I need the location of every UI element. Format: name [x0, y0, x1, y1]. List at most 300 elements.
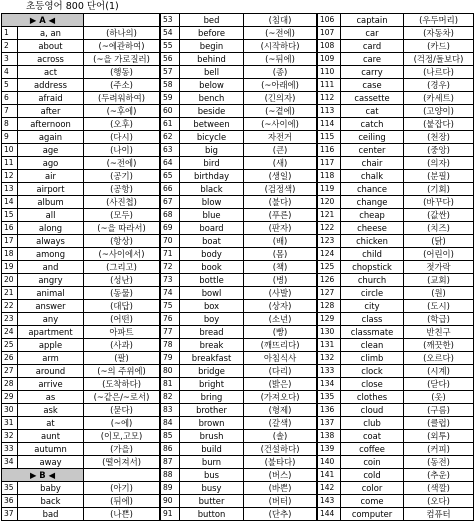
table-row [318, 456, 474, 469]
table-row [161, 495, 317, 508]
table-row [318, 118, 474, 131]
table-row [161, 66, 317, 79]
english-word: care [341, 53, 404, 66]
english-word: class [341, 313, 404, 326]
korean-meaning: 반친구 [404, 326, 474, 339]
row-number: 109 [318, 53, 341, 66]
table-row [2, 105, 160, 118]
korean-meaning: (사진첩) [84, 196, 160, 209]
row-number: 9 [2, 131, 18, 144]
english-word: black [180, 183, 244, 196]
table-row [161, 339, 317, 352]
english-word: animal [18, 287, 84, 300]
table-row [2, 365, 160, 378]
english-word: bench [180, 92, 244, 105]
table-row [318, 66, 474, 79]
korean-meaning: (사과) [84, 339, 160, 352]
row-number: 11 [2, 157, 18, 170]
english-word: board [180, 222, 244, 235]
row-number: 127 [318, 287, 341, 300]
korean-meaning: (중앙) [404, 144, 474, 157]
korean-meaning: (주소) [84, 79, 160, 92]
table-row [2, 170, 160, 183]
table-row [318, 339, 474, 352]
row-number: 139 [318, 443, 341, 456]
row-number: 74 [161, 287, 180, 300]
english-word: begin [180, 40, 244, 53]
table-row [318, 443, 474, 456]
table-row [318, 404, 474, 417]
korean-meaning: (~전에) [84, 157, 160, 170]
table-row [318, 287, 474, 300]
table-row [161, 222, 317, 235]
korean-meaning: (버스) [244, 469, 317, 482]
english-word: all [18, 209, 84, 222]
english-word: afraid [18, 92, 84, 105]
korean-meaning: (시작하다) [244, 40, 317, 53]
row-number: 69 [161, 222, 180, 235]
english-word: around [18, 365, 84, 378]
table-row [161, 352, 317, 365]
english-word: burn [180, 456, 244, 469]
row-number: 22 [2, 300, 18, 313]
table-row [318, 131, 474, 144]
table-row [161, 92, 317, 105]
english-word: blow [180, 196, 244, 209]
korean-meaning: (도착하다) [84, 378, 160, 391]
table-row [318, 235, 474, 248]
row-number: 83 [161, 404, 180, 417]
english-word: close [341, 378, 404, 391]
section-blank-cell [84, 469, 160, 482]
english-word: album [18, 196, 84, 209]
table-row [161, 313, 317, 326]
table-row [318, 79, 474, 92]
english-word: about [18, 40, 84, 53]
row-number: 90 [161, 495, 180, 508]
korean-meaning: (우두머리) [404, 14, 474, 27]
korean-meaning: (~의 주위에) [84, 365, 160, 378]
korean-meaning: (커피) [404, 443, 474, 456]
row-number: 27 [2, 365, 18, 378]
table-row [2, 456, 160, 469]
english-word: center [341, 144, 404, 157]
english-word: brown [180, 417, 244, 430]
korean-meaning: (나이) [84, 144, 160, 157]
table-row [318, 157, 474, 170]
table-row [2, 27, 160, 40]
row-number: 31 [2, 417, 18, 430]
table-row [161, 157, 317, 170]
table-row [161, 456, 317, 469]
korean-meaning: 젓가락 [404, 261, 474, 274]
english-word: chalk [341, 170, 404, 183]
table-row [318, 27, 474, 40]
english-word: back [18, 495, 84, 508]
korean-meaning: (추운) [404, 469, 474, 482]
korean-meaning: (모두) [84, 209, 160, 222]
table-row [2, 183, 160, 196]
row-number: 110 [318, 66, 341, 79]
korean-meaning: (닭) [404, 235, 474, 248]
table-row [2, 287, 160, 300]
korean-meaning: (~에관하여) [84, 40, 160, 53]
row-number: 71 [161, 248, 180, 261]
row-number: 54 [161, 27, 180, 40]
korean-meaning: (~사이에) [244, 118, 317, 131]
english-word: color [341, 482, 404, 495]
table-row [318, 352, 474, 365]
row-number: 112 [318, 92, 341, 105]
row-number: 143 [318, 495, 341, 508]
table-row [318, 378, 474, 391]
table-row [318, 326, 474, 339]
table-row [161, 326, 317, 339]
korean-meaning: (자동차) [404, 27, 474, 40]
english-word: arrive [18, 378, 84, 391]
table-row [318, 222, 474, 235]
english-word: busy [180, 482, 244, 495]
korean-meaning: (치즈) [404, 222, 474, 235]
row-number: 128 [318, 300, 341, 313]
korean-meaning: (건설하다) [244, 443, 317, 456]
english-word: clock [341, 365, 404, 378]
row-number: 19 [2, 261, 18, 274]
row-number: 123 [318, 235, 341, 248]
korean-meaning: (단추) [244, 508, 317, 521]
row-number: 115 [318, 131, 341, 144]
row-number: 108 [318, 40, 341, 53]
korean-meaning: (어린이) [404, 248, 474, 261]
row-number: 66 [161, 183, 180, 196]
table-row [161, 482, 317, 495]
table-row [161, 196, 317, 209]
table-row [318, 430, 474, 443]
korean-meaning: (몸) [244, 248, 317, 261]
row-number: 53 [161, 14, 180, 27]
row-number: 85 [161, 430, 180, 443]
korean-meaning: 아침식사 [244, 352, 317, 365]
korean-meaning: (카세트) [404, 92, 474, 105]
table-row [2, 235, 160, 248]
english-word: coffee [341, 443, 404, 456]
row-number: 134 [318, 378, 341, 391]
english-word: bad [18, 508, 84, 521]
row-number: 16 [2, 222, 18, 235]
korean-meaning: (뒤에) [84, 495, 160, 508]
section-header-row [2, 14, 160, 27]
korean-meaning: (두려워하여) [84, 92, 160, 105]
korean-meaning: (~을 따라서) [84, 222, 160, 235]
english-word: as [18, 391, 84, 404]
korean-meaning: (카드) [404, 40, 474, 53]
row-number: 114 [318, 118, 341, 131]
korean-meaning: (색깔) [404, 482, 474, 495]
row-number: 111 [318, 79, 341, 92]
table-row [318, 40, 474, 53]
english-word: climb [341, 352, 404, 365]
row-number: 7 [2, 105, 18, 118]
table-row [161, 404, 317, 417]
row-number: 76 [161, 313, 180, 326]
english-word: airport [18, 183, 84, 196]
korean-meaning: (동물) [84, 287, 160, 300]
table-row [2, 79, 160, 92]
english-word: answer [18, 300, 84, 313]
korean-meaning: (하나의) [84, 27, 160, 40]
table-row [2, 261, 160, 274]
english-word: carry [341, 66, 404, 79]
korean-meaning: (옷) [404, 391, 474, 404]
table-row [161, 170, 317, 183]
row-number: 117 [318, 157, 341, 170]
korean-meaning: (행동) [84, 66, 160, 79]
table-row [161, 79, 317, 92]
table-row [2, 339, 160, 352]
korean-meaning: (다리) [244, 365, 317, 378]
english-word: angry [18, 274, 84, 287]
row-number: 124 [318, 248, 341, 261]
korean-meaning: 아파트 [84, 326, 160, 339]
table-row [318, 261, 474, 274]
korean-meaning: (천장) [404, 131, 474, 144]
english-word: between [180, 118, 244, 131]
korean-meaning: (솔) [244, 430, 317, 443]
table-row [2, 222, 160, 235]
row-number: 132 [318, 352, 341, 365]
row-number: 78 [161, 339, 180, 352]
table-row [2, 157, 160, 170]
row-number: 55 [161, 40, 180, 53]
row-number: 62 [161, 131, 180, 144]
row-number: 36 [2, 495, 18, 508]
row-number: 120 [318, 196, 341, 209]
table-row [318, 365, 474, 378]
english-word: bed [180, 14, 244, 27]
english-word: below [180, 79, 244, 92]
row-number: 25 [2, 339, 18, 352]
table-row [161, 378, 317, 391]
english-word: chance [341, 183, 404, 196]
row-number: 126 [318, 274, 341, 287]
word-column [160, 13, 317, 521]
english-word: body [180, 248, 244, 261]
english-word: come [341, 495, 404, 508]
table-row [2, 248, 160, 261]
korean-meaning: (불다) [244, 196, 317, 209]
row-number: 63 [161, 144, 180, 157]
table-row [318, 105, 474, 118]
korean-meaning: (공항) [84, 183, 160, 196]
english-word: circle [341, 287, 404, 300]
english-word: birthday [180, 170, 244, 183]
english-word: boy [180, 313, 244, 326]
section-blank-cell [84, 14, 160, 27]
english-word: always [18, 235, 84, 248]
row-number: 60 [161, 105, 180, 118]
table-row [161, 14, 317, 27]
table-row [318, 14, 474, 27]
table-row [161, 300, 317, 313]
english-word: arm [18, 352, 84, 365]
row-number: 5 [2, 79, 18, 92]
english-word: car [341, 27, 404, 40]
table-row [318, 53, 474, 66]
english-word: cheap [341, 209, 404, 222]
english-word: chopstick [341, 261, 404, 274]
table-row [2, 495, 160, 508]
korean-meaning: (~같은/~로서) [84, 391, 160, 404]
row-number: 133 [318, 365, 341, 378]
korean-meaning: (원) [404, 287, 474, 300]
row-number: 88 [161, 469, 180, 482]
korean-meaning: (큰) [244, 144, 317, 157]
korean-meaning: (검정색) [244, 183, 317, 196]
korean-meaning: (깨끗한) [404, 339, 474, 352]
table-row [318, 144, 474, 157]
korean-meaning: (의자) [404, 157, 474, 170]
table-row [2, 430, 160, 443]
row-number: 12 [2, 170, 18, 183]
row-number: 68 [161, 209, 180, 222]
table-row [318, 183, 474, 196]
korean-meaning: (교회) [404, 274, 474, 287]
table-row [2, 326, 160, 339]
table-row [2, 443, 160, 456]
table-row [2, 404, 160, 417]
row-number: 64 [161, 157, 180, 170]
korean-meaning: (바쁜) [244, 482, 317, 495]
korean-meaning: (값싼) [404, 209, 474, 222]
english-word: afternoon [18, 118, 84, 131]
english-word: apple [18, 339, 84, 352]
row-number: 122 [318, 222, 341, 235]
korean-meaning: (성난) [84, 274, 160, 287]
korean-meaning: (~후에) [84, 105, 160, 118]
korean-meaning: (나쁜) [84, 508, 160, 521]
row-number: 131 [318, 339, 341, 352]
row-number: 89 [161, 482, 180, 495]
english-word: bridge [180, 365, 244, 378]
table-row [161, 287, 317, 300]
row-number: 8 [2, 118, 18, 131]
english-word: ceiling [341, 131, 404, 144]
korean-meaning: (가져오다) [244, 391, 317, 404]
row-number: 29 [2, 391, 18, 404]
row-number: 77 [161, 326, 180, 339]
korean-meaning: (갈색) [244, 417, 317, 430]
english-word: coat [341, 430, 404, 443]
korean-meaning: (공기) [84, 170, 160, 183]
row-number: 135 [318, 391, 341, 404]
english-word: brush [180, 430, 244, 443]
table-row [2, 508, 160, 521]
row-number: 15 [2, 209, 18, 222]
korean-meaning: (~에) [84, 417, 160, 430]
korean-meaning: (구름) [404, 404, 474, 417]
english-word: cloud [341, 404, 404, 417]
english-word: city [341, 300, 404, 313]
korean-meaning: (사발) [244, 287, 317, 300]
table-row [2, 313, 160, 326]
table-row [161, 183, 317, 196]
row-number: 116 [318, 144, 341, 157]
row-number: 21 [2, 287, 18, 300]
korean-meaning: (외투) [404, 430, 474, 443]
row-number: 73 [161, 274, 180, 287]
table-row [2, 391, 160, 404]
korean-meaning: (시계) [404, 365, 474, 378]
row-number: 119 [318, 183, 341, 196]
row-number: 14 [2, 196, 18, 209]
table-row [2, 300, 160, 313]
english-word: break [180, 339, 244, 352]
row-number: 121 [318, 209, 341, 222]
table-row [318, 248, 474, 261]
korean-meaning: (생일) [244, 170, 317, 183]
korean-meaning: (상자) [244, 300, 317, 313]
vocabulary-grid [1, 13, 474, 521]
english-word: bright [180, 378, 244, 391]
row-number: 20 [2, 274, 18, 287]
table-row [2, 92, 160, 105]
row-number: 6 [2, 92, 18, 105]
english-word: along [18, 222, 84, 235]
english-word: air [18, 170, 84, 183]
korean-meaning: (경우) [404, 79, 474, 92]
english-word: bowl [180, 287, 244, 300]
table-row [161, 105, 317, 118]
table-row [161, 261, 317, 274]
korean-meaning: (오다) [404, 495, 474, 508]
korean-meaning: (닫다) [404, 378, 474, 391]
table-row [161, 508, 317, 521]
english-word: coin [341, 456, 404, 469]
english-word: catch [341, 118, 404, 131]
row-number: 86 [161, 443, 180, 456]
english-word: chicken [341, 235, 404, 248]
row-number: 75 [161, 300, 180, 313]
korean-meaning: (떨어져서) [84, 456, 160, 469]
row-number: 106 [318, 14, 341, 27]
row-number: 113 [318, 105, 341, 118]
row-number: 24 [2, 326, 18, 339]
table-row [161, 235, 317, 248]
row-number: 141 [318, 469, 341, 482]
korean-meaning: (클럽) [404, 417, 474, 430]
row-number: 3 [2, 53, 18, 66]
english-word: bell [180, 66, 244, 79]
korean-meaning: (밝은) [244, 378, 317, 391]
row-number: 17 [2, 235, 18, 248]
table-row [161, 131, 317, 144]
korean-meaning: (기회) [404, 183, 474, 196]
row-number: 87 [161, 456, 180, 469]
row-number: 57 [161, 66, 180, 79]
row-number: 79 [161, 352, 180, 365]
english-word: classmate [341, 326, 404, 339]
row-number: 13 [2, 183, 18, 196]
row-number: 67 [161, 196, 180, 209]
english-word: beside [180, 105, 244, 118]
row-number: 82 [161, 391, 180, 404]
english-word: child [341, 248, 404, 261]
table-row [318, 495, 474, 508]
table-row [318, 391, 474, 404]
english-word: again [18, 131, 84, 144]
table-row [2, 274, 160, 287]
korean-meaning: (병) [244, 274, 317, 287]
